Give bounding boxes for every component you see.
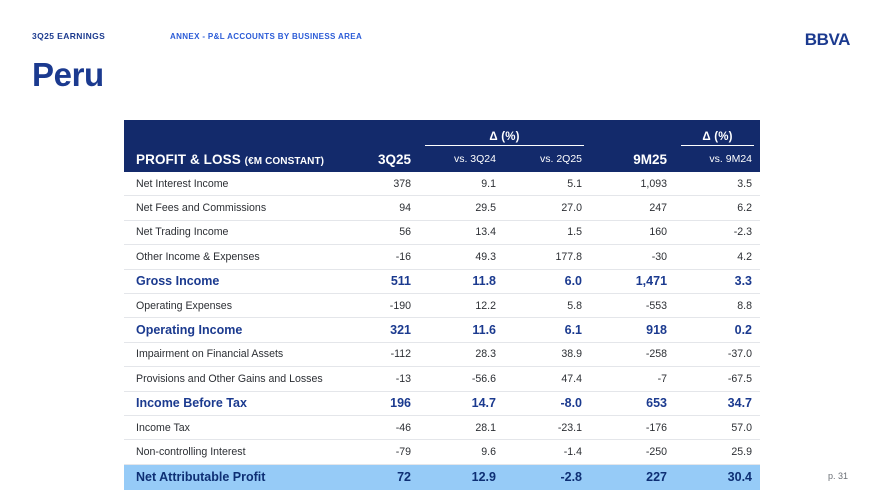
column-header-label-unit: (€M CONSTANT)	[244, 155, 325, 167]
row-value-vs-9m24: 6.2	[675, 196, 760, 220]
table-row	[124, 415, 760, 439]
row-value-vs-3q24: 13.4	[419, 220, 504, 244]
row-value-3q25: 72	[334, 464, 419, 490]
row-label: Provisions and Other Gains and Losses	[124, 367, 334, 391]
row-value-vs-2q25: 27.0	[504, 196, 590, 220]
group-header-delta-ytd-label: Δ (%)	[681, 131, 754, 146]
row-label: Other Income & Expenses	[124, 245, 334, 269]
table-row	[124, 220, 760, 244]
table-body	[124, 172, 760, 490]
row-label: Operating Expenses	[124, 293, 334, 317]
page-number: p. 31	[827, 471, 848, 481]
table-row-net-attributable-profit	[124, 464, 760, 490]
table-row-gross-income	[124, 269, 760, 293]
row-label: Net Attributable Profit	[124, 464, 334, 490]
row-value-9m25: 247	[590, 196, 675, 220]
row-value-3q25: 94	[334, 196, 419, 220]
row-value-vs-2q25: -1.4	[504, 440, 590, 464]
page-title: Peru	[32, 56, 104, 93]
row-value-9m25: -176	[590, 415, 675, 439]
row-value-vs-9m24: 0.2	[675, 318, 760, 342]
row-value-3q25: -190	[334, 293, 419, 317]
header-section-label: ANNEX - P&L ACCOUNTS BY BUSINESS AREA	[170, 32, 363, 41]
row-value-vs-2q25: 6.0	[504, 269, 590, 293]
row-label: Non-controlling Interest	[124, 440, 334, 464]
table-row-operating-income	[124, 318, 760, 342]
row-value-3q25: 196	[334, 391, 419, 415]
row-value-vs-3q24: 12.9	[419, 464, 504, 490]
row-value-3q25: 56	[334, 220, 419, 244]
row-value-vs-3q24: 9.6	[419, 440, 504, 464]
row-value-vs-9m24: -2.3	[675, 220, 760, 244]
row-value-vs-3q24: 28.3	[419, 342, 504, 366]
row-label: Net Fees and Commissions	[124, 196, 334, 220]
row-value-9m25: 1,093	[590, 172, 675, 196]
group-header-blank-3	[590, 120, 675, 146]
profit-and-loss-table	[124, 120, 760, 490]
row-value-vs-3q24: 49.3	[419, 245, 504, 269]
row-value-3q25: 378	[334, 172, 419, 196]
row-value-vs-3q24: 11.8	[419, 269, 504, 293]
row-value-vs-9m24: -67.5	[675, 367, 760, 391]
row-value-vs-2q25: 177.8	[504, 245, 590, 269]
group-header-delta-quarter-label: Δ (%)	[425, 131, 584, 146]
row-value-vs-3q24: 28.1	[419, 415, 504, 439]
bbva-logo: BBVA	[804, 30, 850, 49]
column-header-9m25: 9M25	[590, 146, 675, 172]
row-value-vs-2q25: 5.1	[504, 172, 590, 196]
group-header-blank	[124, 120, 334, 146]
table-row	[124, 172, 760, 196]
group-header-delta-ytd	[675, 120, 760, 146]
row-value-vs-9m24: -37.0	[675, 342, 760, 366]
row-label: Income Tax	[124, 415, 334, 439]
row-label: Net Trading Income	[124, 220, 334, 244]
row-value-vs-9m24: 4.2	[675, 245, 760, 269]
row-value-vs-9m24: 25.9	[675, 440, 760, 464]
row-value-9m25: 1,471	[590, 269, 675, 293]
row-label: Income Before Tax	[124, 391, 334, 415]
row-value-3q25: -79	[334, 440, 419, 464]
row-value-vs-2q25: 5.8	[504, 293, 590, 317]
row-value-3q25: -16	[334, 245, 419, 269]
row-value-9m25: 160	[590, 220, 675, 244]
table-group-header-row	[124, 120, 760, 146]
row-value-vs-9m24: 3.3	[675, 269, 760, 293]
row-value-9m25: -258	[590, 342, 675, 366]
row-value-3q25: -13	[334, 367, 419, 391]
column-header-label	[124, 146, 334, 172]
row-value-vs-2q25: 38.9	[504, 342, 590, 366]
table-row	[124, 245, 760, 269]
row-value-9m25: -553	[590, 293, 675, 317]
row-value-vs-9m24: 57.0	[675, 415, 760, 439]
row-value-vs-2q25: -23.1	[504, 415, 590, 439]
table-row	[124, 367, 760, 391]
row-label: Impairment on Financial Assets	[124, 342, 334, 366]
row-value-9m25: 227	[590, 464, 675, 490]
row-value-vs-2q25: -2.8	[504, 464, 590, 490]
row-value-9m25: -30	[590, 245, 675, 269]
row-value-3q25: -46	[334, 415, 419, 439]
row-value-vs-2q25: 6.1	[504, 318, 590, 342]
row-value-vs-3q24: 11.6	[419, 318, 504, 342]
row-value-3q25: 321	[334, 318, 419, 342]
row-value-9m25: -7	[590, 367, 675, 391]
row-value-9m25: 918	[590, 318, 675, 342]
row-value-vs-2q25: -8.0	[504, 391, 590, 415]
column-header-vs-3q24: vs. 3Q24	[419, 146, 504, 172]
row-value-9m25: -250	[590, 440, 675, 464]
header-left-label: 3Q25 EARNINGS	[32, 31, 106, 41]
row-value-vs-3q24: -56.6	[419, 367, 504, 391]
table-row	[124, 440, 760, 464]
group-header-blank-2	[334, 120, 419, 146]
column-header-3q25: 3Q25	[334, 146, 419, 172]
row-label: Operating Income	[124, 318, 334, 342]
column-header-vs-9m24: vs. 9M24	[675, 146, 760, 172]
row-value-vs-9m24: 8.8	[675, 293, 760, 317]
row-value-3q25: 511	[334, 269, 419, 293]
column-header-vs-2q25: vs. 2Q25	[504, 146, 590, 172]
row-value-vs-9m24: 34.7	[675, 391, 760, 415]
row-value-3q25: -112	[334, 342, 419, 366]
row-value-vs-9m24: 3.5	[675, 172, 760, 196]
row-value-9m25: 653	[590, 391, 675, 415]
row-value-vs-3q24: 12.2	[419, 293, 504, 317]
table-header-row	[124, 146, 760, 172]
row-value-vs-2q25: 47.4	[504, 367, 590, 391]
table-row	[124, 342, 760, 366]
row-value-vs-2q25: 1.5	[504, 220, 590, 244]
row-label: Gross Income	[124, 269, 334, 293]
column-header-label-text: PROFIT & LOSS	[136, 151, 241, 167]
group-header-delta-quarter	[419, 120, 590, 146]
row-value-vs-3q24: 9.1	[419, 172, 504, 196]
row-value-vs-9m24: 30.4	[675, 464, 760, 490]
row-value-vs-3q24: 14.7	[419, 391, 504, 415]
row-label: Net Interest Income	[124, 172, 334, 196]
table-row	[124, 293, 760, 317]
table-row-income-before-tax	[124, 391, 760, 415]
row-value-vs-3q24: 29.5	[419, 196, 504, 220]
table-row	[124, 196, 760, 220]
